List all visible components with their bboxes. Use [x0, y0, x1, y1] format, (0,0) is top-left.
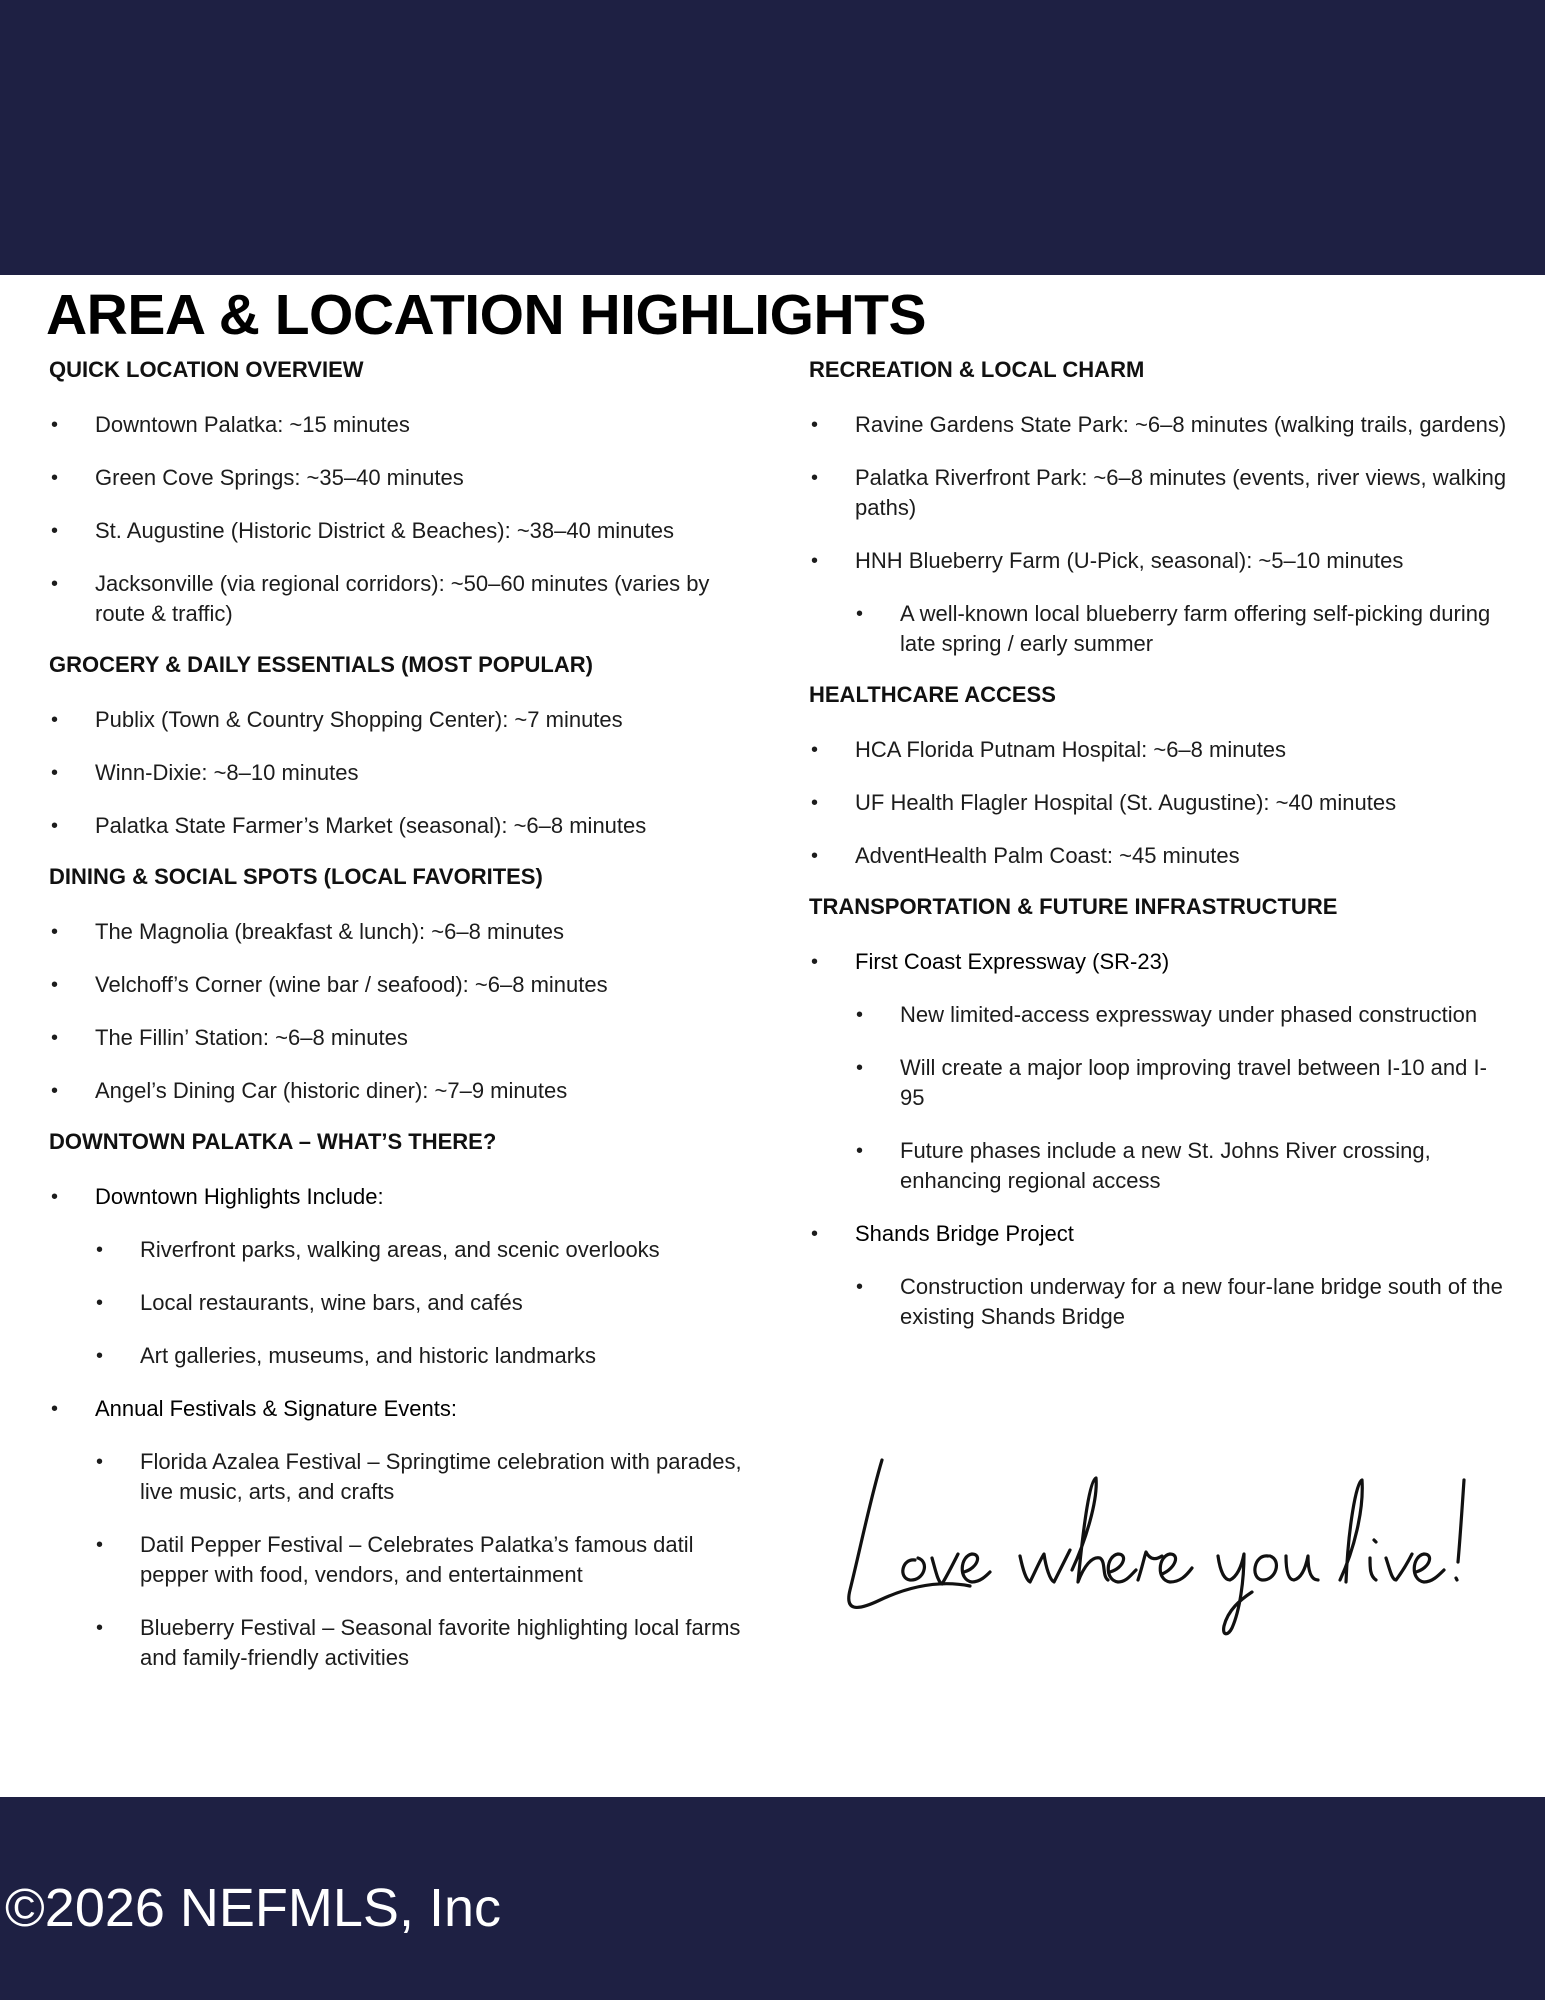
bullet-icon: • [96, 1345, 104, 1367]
list-item: • Florida Azalea Festival – Springtime celebration with parades, live music, arts, and crafts [96, 1449, 742, 1504]
bullet-icon: • [811, 1223, 819, 1245]
dining-list [49, 917, 749, 1106]
list-item: • AdventHealth Palm Coast: ~45 minutes [809, 841, 1509, 871]
bullet-icon: • [856, 1004, 864, 1026]
bullet-icon: • [811, 951, 819, 973]
list-item-bridge-label: • Shands Bridge Project [809, 1219, 1509, 1249]
bullet-icon: • [51, 762, 59, 784]
list-item: • Ravine Gardens State Park: ~6–8 minutes (walking trails, gardens) [809, 410, 1509, 440]
list-item: • The Magnolia (breakfast & lunch): ~6–8 minutes [49, 917, 749, 947]
bullet-icon: • [96, 1239, 104, 1261]
bullet-icon: • [856, 603, 864, 625]
list-item: • Construction underway for a new four-lane bridge south of the existing Shands Bridge [856, 1274, 1503, 1329]
bullet-icon: • [856, 1276, 864, 1298]
downtown-list [49, 1182, 749, 1673]
bullet-icon: • [51, 467, 59, 489]
grocery-list [49, 705, 749, 841]
section-heading-healthcare: HEALTHCARE ACCESS [809, 682, 1056, 707]
list-item: • Art galleries, museums, and historic landmarks [94, 1341, 749, 1371]
section-heading-recreation: RECREATION & LOCAL CHARM [809, 357, 1145, 382]
bullet-icon: • [51, 974, 59, 996]
bullet-icon: • [96, 1534, 104, 1556]
list-item: • A well-known local blueberry farm offering self-picking during late spring / early summer [856, 601, 1491, 656]
list-item: • Will create a major loop improving travel between I-10 and I-95 [856, 1055, 1487, 1110]
bullet-icon: • [811, 792, 819, 814]
bullet-icon: • [96, 1292, 104, 1314]
bullet-icon: • [811, 550, 819, 572]
bullet-icon: • [51, 815, 59, 837]
page-title: AREA & LOCATION HIGHLIGHTS [46, 283, 926, 347]
list-item: • St. Augustine (Historic District & Beaches): ~38–40 minutes [49, 516, 749, 546]
list-item: • Green Cove Springs: ~35–40 minutes [49, 463, 749, 493]
quick-overview-list [49, 410, 749, 629]
bullet-icon: • [856, 1140, 864, 1162]
bullet-icon: • [51, 1398, 59, 1420]
list-item: • Riverfront parks, walking areas, and scenic overlooks [94, 1235, 749, 1265]
list-item: • Palatka State Farmer’s Market (seasonal): ~6–8 minutes [49, 811, 749, 841]
bullet-icon: • [811, 845, 819, 867]
list-item: • HNH Blueberry Farm (U-Pick, seasonal): ~5–10 minutes [809, 546, 1509, 576]
bullet-icon: • [51, 1186, 59, 1208]
left-column [49, 357, 749, 1696]
bullet-icon: • [51, 1080, 59, 1102]
list-item: • Winn-Dixie: ~8–10 minutes [49, 758, 749, 788]
bullet-icon: • [51, 573, 59, 595]
bullet-icon: • [51, 709, 59, 731]
bullet-icon: • [96, 1617, 104, 1639]
list-item: • Blueberry Festival – Seasonal favorite highlighting local farms and family-friendly activities [96, 1615, 741, 1670]
list-item-highlights-label: • Downtown Highlights Include: [49, 1182, 749, 1212]
list-item: • HCA Florida Putnam Hospital: ~6–8 minutes [809, 735, 1509, 765]
bullet-icon: • [811, 467, 819, 489]
list-item-expressway-label: • First Coast Expressway (SR-23) [809, 947, 1509, 977]
section-heading-grocery: GROCERY & DAILY ESSENTIALS (MOST POPULAR) [49, 652, 593, 677]
bullet-icon: • [811, 739, 819, 761]
section-heading-transportation: TRANSPORTATION & FUTURE INFRASTRUCTURE [809, 894, 1338, 919]
transportation-list [809, 947, 1509, 1332]
bullet-icon: • [811, 414, 819, 436]
section-heading-quick-overview: QUICK LOCATION OVERVIEW [49, 357, 364, 382]
bullet-icon: • [51, 414, 59, 436]
section-heading-dining: DINING & SOCIAL SPOTS (LOCAL FAVORITES) [49, 864, 543, 889]
bullet-icon: • [51, 921, 59, 943]
list-item: • Datil Pepper Festival – Celebrates Palatka’s famous datil pepper with food, vendors, and entertainment [96, 1532, 694, 1587]
bullet-icon: • [96, 1451, 104, 1473]
list-item: • Jacksonville (via regional corridors): ~50–60 minutes (varies by route & traffic) [51, 571, 710, 626]
right-column [809, 357, 1509, 1355]
list-item: • Velchoff’s Corner (wine bar / seafood): ~6–8 minutes [49, 970, 749, 1000]
list-item: • Future phases include a new St. Johns River crossing, enhancing regional access [856, 1138, 1431, 1193]
header-band [0, 0, 1545, 275]
section-heading-downtown: DOWNTOWN PALATKA – WHAT’S THERE? [49, 1129, 497, 1154]
bullet-icon: • [51, 1027, 59, 1049]
bullet-icon: • [856, 1057, 864, 1079]
list-item: • UF Health Flagler Hospital (St. Augustine): ~40 minutes [809, 788, 1509, 818]
list-item: • Palatka Riverfront Park: ~6–8 minutes (events, river views, walking paths) [811, 465, 1507, 520]
bullet-icon: • [51, 520, 59, 542]
list-item: • New limited-access expressway under phased construction [854, 1000, 1509, 1030]
recreation-list [809, 410, 1509, 659]
copyright-text: ©2026 NEFMLS, Inc [5, 1878, 501, 1938]
list-item: • Publix (Town & Country Shopping Center): ~7 minutes [49, 705, 749, 735]
healthcare-list [809, 735, 1509, 871]
list-item: • Local restaurants, wine bars, and cafés [94, 1288, 749, 1318]
list-item: • Angel’s Dining Car (historic diner): ~7–9 minutes [49, 1076, 749, 1106]
signature-script [840, 1440, 1480, 1640]
list-item: • Downtown Palatka: ~15 minutes [49, 410, 749, 440]
list-item: • The Fillin’ Station: ~6–8 minutes [49, 1023, 749, 1053]
list-item-festivals-label: • Annual Festivals & Signature Events: [49, 1394, 749, 1424]
